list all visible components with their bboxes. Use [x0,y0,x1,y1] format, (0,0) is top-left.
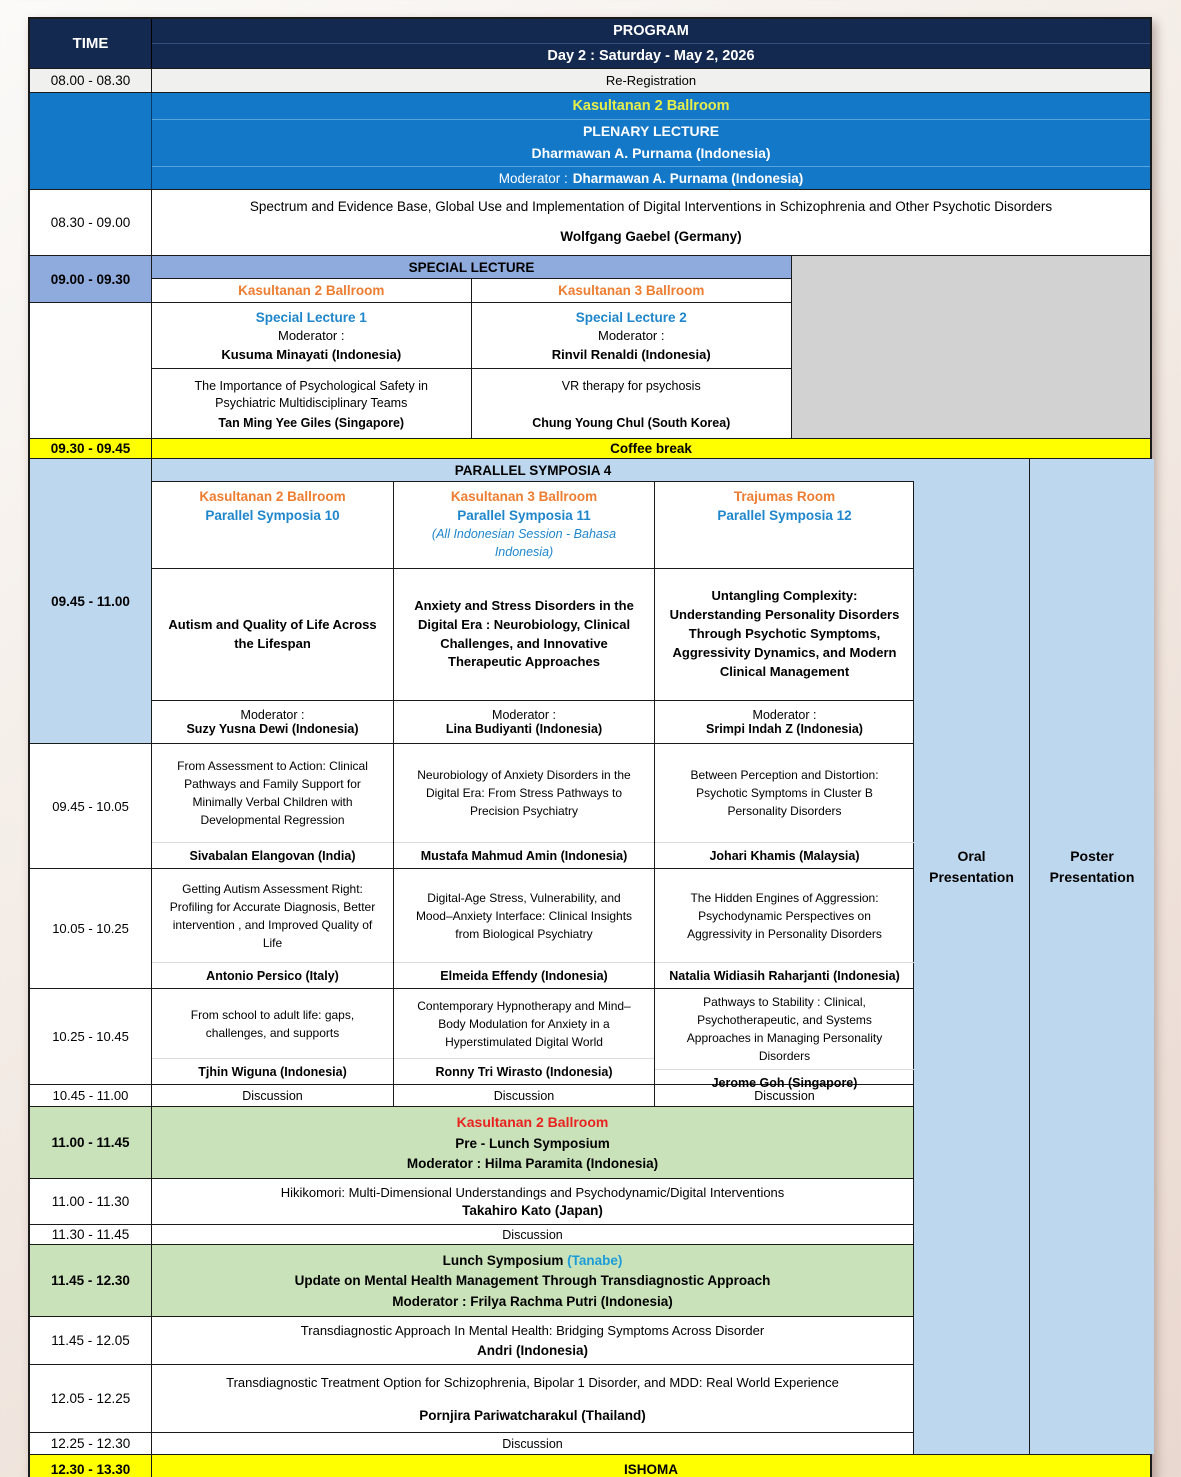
special-lecture-name: Special Lecture 2 [575,309,687,325]
symposia-name: Parallel Symposia 12 [717,508,852,523]
special-talk-1 [152,369,472,438]
time-column-header: TIME [30,19,152,68]
talk-cell [394,744,655,868]
time-cell: 09.45 - 11.00 [30,459,152,743]
session-row-1130 [30,1225,913,1245]
session-row-1005 [30,869,913,989]
talk-cell [152,869,394,988]
time-cell-empty [30,303,151,438]
talk-cell [655,744,914,868]
time-cell: 08.30 - 09.00 [30,190,152,255]
talk-speaker: Sivabalan Elangovan (India) [152,842,393,868]
session-speaker: Takahiro Kato (Japan) [462,1203,603,1219]
time-cell-empty [30,93,152,189]
program-day: Day 2 : Saturday - May 2, 2026 [152,43,1150,68]
special-info-2 [472,303,792,368]
parallel-header-block [30,459,913,744]
room-name: Kasultanan 2 Ballroom [199,489,346,504]
moderator-name: Lina Budiyanti (Indonesia) [445,722,603,736]
room-name: Kasultanan 3 Ballroom [450,489,598,504]
moderator-prefix: Moderator : [278,328,345,343]
plenary-moderator-line [152,167,1150,189]
session-row-1225 [30,1433,913,1454]
row-ishoma [30,1455,1150,1477]
talk-title: Digital-Age Stress, Vulnerability, and Mood–Anxiety Interface: Clinical Insights from Biological Psychiatry [415,890,633,941]
discussion-cell: Discussion [754,1088,815,1103]
talk-cell [394,989,655,1084]
registration-label: Re-Registration [605,73,697,88]
parallel-symposia-header: PARALLEL SYMPOSIA 4 [152,459,914,482]
session-row-1145 [30,1317,913,1365]
symposia-moderator-1 [152,701,394,743]
moderator-name: Dharmawan A. Purnama (Indonesia) [572,170,804,186]
moderator-name: Suzy Yusna Dewi (Indonesia) [186,722,359,736]
symposia-name: Parallel Symposia 11 [457,508,591,523]
moderator-prefix: Moderator : [498,170,568,186]
symposia-title-1: Autism and Quality of Life Across the Lifespan [152,569,394,700]
poster-presentation-column: Poster Presentation [1029,459,1154,1454]
session-speaker: Andri (Indonesia) [477,1342,588,1358]
time-cell: 09.30 - 09.45 [30,439,152,458]
moderator-prefix: Moderator : [752,708,817,722]
special-room-1: Kasultanan 2 Ballroom [152,279,472,302]
time-cell: 12.05 - 12.25 [30,1365,152,1432]
table-header [30,19,1150,69]
lunch-header [30,1245,913,1317]
time-cell: 11.00 - 11.45 [30,1107,152,1178]
plenary-title-block [152,120,1150,167]
session-title: Spectrum and Evidence Base, Global Use and Implementation of Digital Interventions in Schizophrenia and Other Psychotic Disorders [249,199,1053,214]
room-name: Trajumas Room [733,489,836,504]
empty-gray-area [792,256,1150,438]
moderator-name: Kusuma Minayati (Indonesia) [221,346,402,362]
talk-speaker: Tan Ming Yee Giles (Singapore) [218,416,405,430]
coffee-break-label: Coffee break [610,441,692,456]
moderator-prefix: Moderator : [598,328,665,343]
lunch-moderator: Moderator : Frilya Rachma Putri (Indonesia) [392,1293,673,1309]
pre-lunch-title: Pre - Lunch Symposium [455,1135,610,1151]
program-table [28,17,1152,1477]
symposia-title-2: Anxiety and Stress Disorders in the Digital Era : Neurobiology, Clinical Challenges, and Innovative Therapeutic Approaches [394,569,655,700]
time-cell: 12.25 - 12.30 [30,1433,152,1454]
talk-title: Neurobiology of Anxiety Disorders in the Digital Era: From Stress Pathways to Precision Psychiatry [417,768,631,818]
session-row-1205 [30,1365,913,1433]
session-speaker: Wolfgang Gaebel (Germany) [560,229,742,244]
symposia-moderator-3 [655,701,914,743]
time-cell: 11.45 - 12.05 [30,1317,152,1364]
ishoma-label: ISHOMA [624,1461,678,1477]
special-lecture-header: SPECIAL LECTURE [152,256,791,279]
talk-cell [655,869,914,988]
session-speaker: Pornjira Pariwatcharakul (Thailand) [419,1408,646,1423]
special-lecture-name: Special Lecture 1 [255,309,367,325]
symposia-room-1 [152,482,394,568]
time-cell: 08.00 - 08.30 [30,69,152,92]
symposia-room-2 [394,482,655,568]
talk-title: Pathways to Stability : Clinical, Psychotherapeutic, and Systems Approaches in Managing Personality Disorders [686,995,883,1063]
pre-lunch-moderator: Moderator : Hilma Paramita (Indonesia) [406,1155,659,1171]
plenary-room: Kasultanan 2 Ballroom [152,93,1150,120]
lunch-title-line [443,1253,623,1268]
talk-title: From Assessment to Action: Clinical Pathways and Family Support for Minimally Verbal Children with Developmental Regression [177,759,368,827]
row-plenary-session [30,190,1150,256]
talk-cell [152,989,394,1084]
talk-cell [655,989,914,1090]
talk-speaker: Antonio Persico (Italy) [152,962,393,988]
moderator-prefix: Moderator : [492,708,556,722]
program-title: PROGRAM [613,23,689,40]
talk-title: The Hidden Engines of Aggression: Psychodynamic Perspectives on Aggressivity in Personality Disorders [687,890,882,941]
talk-title: VR therapy for psychosis [561,379,701,393]
plenary-speaker: Dharmawan A. Purnama (Indonesia) [531,145,771,161]
symposia-moderator-2 [394,701,655,743]
parallel-section [30,459,1150,1455]
talk-speaker: Johari Khamis (Malaysia) [655,842,914,868]
talk-speaker: Ronny Tri Wirasto (Indonesia) [394,1058,654,1084]
talk-title: Getting Autism Assessment Right: Profiling for Accurate Diagnosis, Better intervention , and Improved Quality of Life [169,881,376,950]
moderator-prefix: Moderator : [240,708,305,722]
plenary-block [30,93,1150,190]
session-title: Transdiagnostic Approach In Mental Health: Bridging Symptoms Across Disorder [300,1323,765,1339]
lunch-sponsor: (Tanabe) [567,1252,623,1268]
talk-speaker: Elmeida Effendy (Indonesia) [394,962,654,988]
time-cell: 12.30 - 13.30 [30,1455,152,1477]
discussion-cell: Discussion [502,1227,563,1242]
time-cell: 10.05 - 10.25 [30,869,152,988]
time-cell: 10.25 - 10.45 [30,989,152,1084]
talk-speaker: Mustafa Mahmud Amin (Indonesia) [394,842,654,868]
special-info-1 [152,303,472,368]
talk-speaker: Tjhin Wiguna (Indonesia) [152,1058,393,1084]
session-row-1025 [30,989,913,1090]
lunch-title: Lunch Symposium [442,1252,568,1268]
special-talk-2 [472,369,792,438]
special-room-2: Kasultanan 3 Ballroom [558,283,705,298]
talk-speaker: Chung Young Chul (South Korea) [532,416,731,430]
discussion-cell: Discussion [152,1085,394,1106]
session-title: Transdiagnostic Treatment Option for Schizophrenia, Bipolar 1 Disorder, and MDD: Real World Experience [226,1375,839,1390]
session-row-discussion [30,1085,913,1107]
moderator-name: Srimpi Indah Z (Indonesia) [706,722,863,736]
talk-speaker: Jerome Goh (Singapore) [655,1069,914,1095]
time-cell: 11.45 - 12.30 [30,1245,152,1316]
time-cell: 11.00 - 11.30 [30,1179,152,1224]
oral-presentation-column: Oral Presentation [914,459,1029,1454]
time-cell: 09.00 - 09.30 [30,256,151,303]
talk-title: Contemporary Hypnotherapy and Mind–Body Modulation for Anxiety in a Hyperstimulated Digital World [417,998,631,1049]
time-cell: 09.45 - 10.05 [30,744,152,868]
symposia-room-3 [655,482,914,568]
session-row-0945 [30,744,913,869]
session-title: Hikikomori: Multi-Dimensional Understandings and Psychodynamic/Digital Interventions [280,1184,785,1200]
pre-lunch-header [30,1107,913,1179]
lunch-subtitle: Update on Mental Health Management Through Transdiagnostic Approach [294,1273,771,1288]
pre-lunch-room: Kasultanan 2 Ballroom [456,1114,609,1131]
time-cell: 11.30 - 11.45 [30,1225,152,1244]
talk-cell [152,744,394,868]
symposia-title-3: Untangling Complexity: Understanding Personality Disorders Through Psychotic Symptoms, Aggressivity Dynamics, and Modern Clinical Management [669,588,900,679]
talk-title: The Importance of Psychological Safety in Psychiatric Multidisciplinary Teams [194,379,428,410]
moderator-name: Rinvil Renaldi (Indonesia) [551,346,711,362]
talk-title: Between Perception and Distortion: Psychotic Symptoms in Cluster B Personality Disorders [690,768,879,818]
symposia-note: (All Indonesian Session - Bahasa Indonesia) [431,527,617,559]
discussion-cell: Discussion [502,1436,563,1451]
row-registration [30,69,1150,93]
session-row-1100 [30,1179,913,1225]
time-cell: 10.45 - 11.00 [30,1085,152,1106]
talk-speaker: Natalia Widiasih Raharjanti (Indonesia) [655,962,914,988]
discussion-cell: Discussion [394,1085,655,1106]
special-lecture-section [30,256,1150,439]
row-coffee-break [30,439,1150,459]
symposia-name: Parallel Symposia 10 [205,508,340,523]
talk-title: From school to adult life: gaps, challenges, and supports [190,1007,355,1040]
plenary-title: PLENARY LECTURE [582,123,720,140]
talk-cell [394,869,655,988]
